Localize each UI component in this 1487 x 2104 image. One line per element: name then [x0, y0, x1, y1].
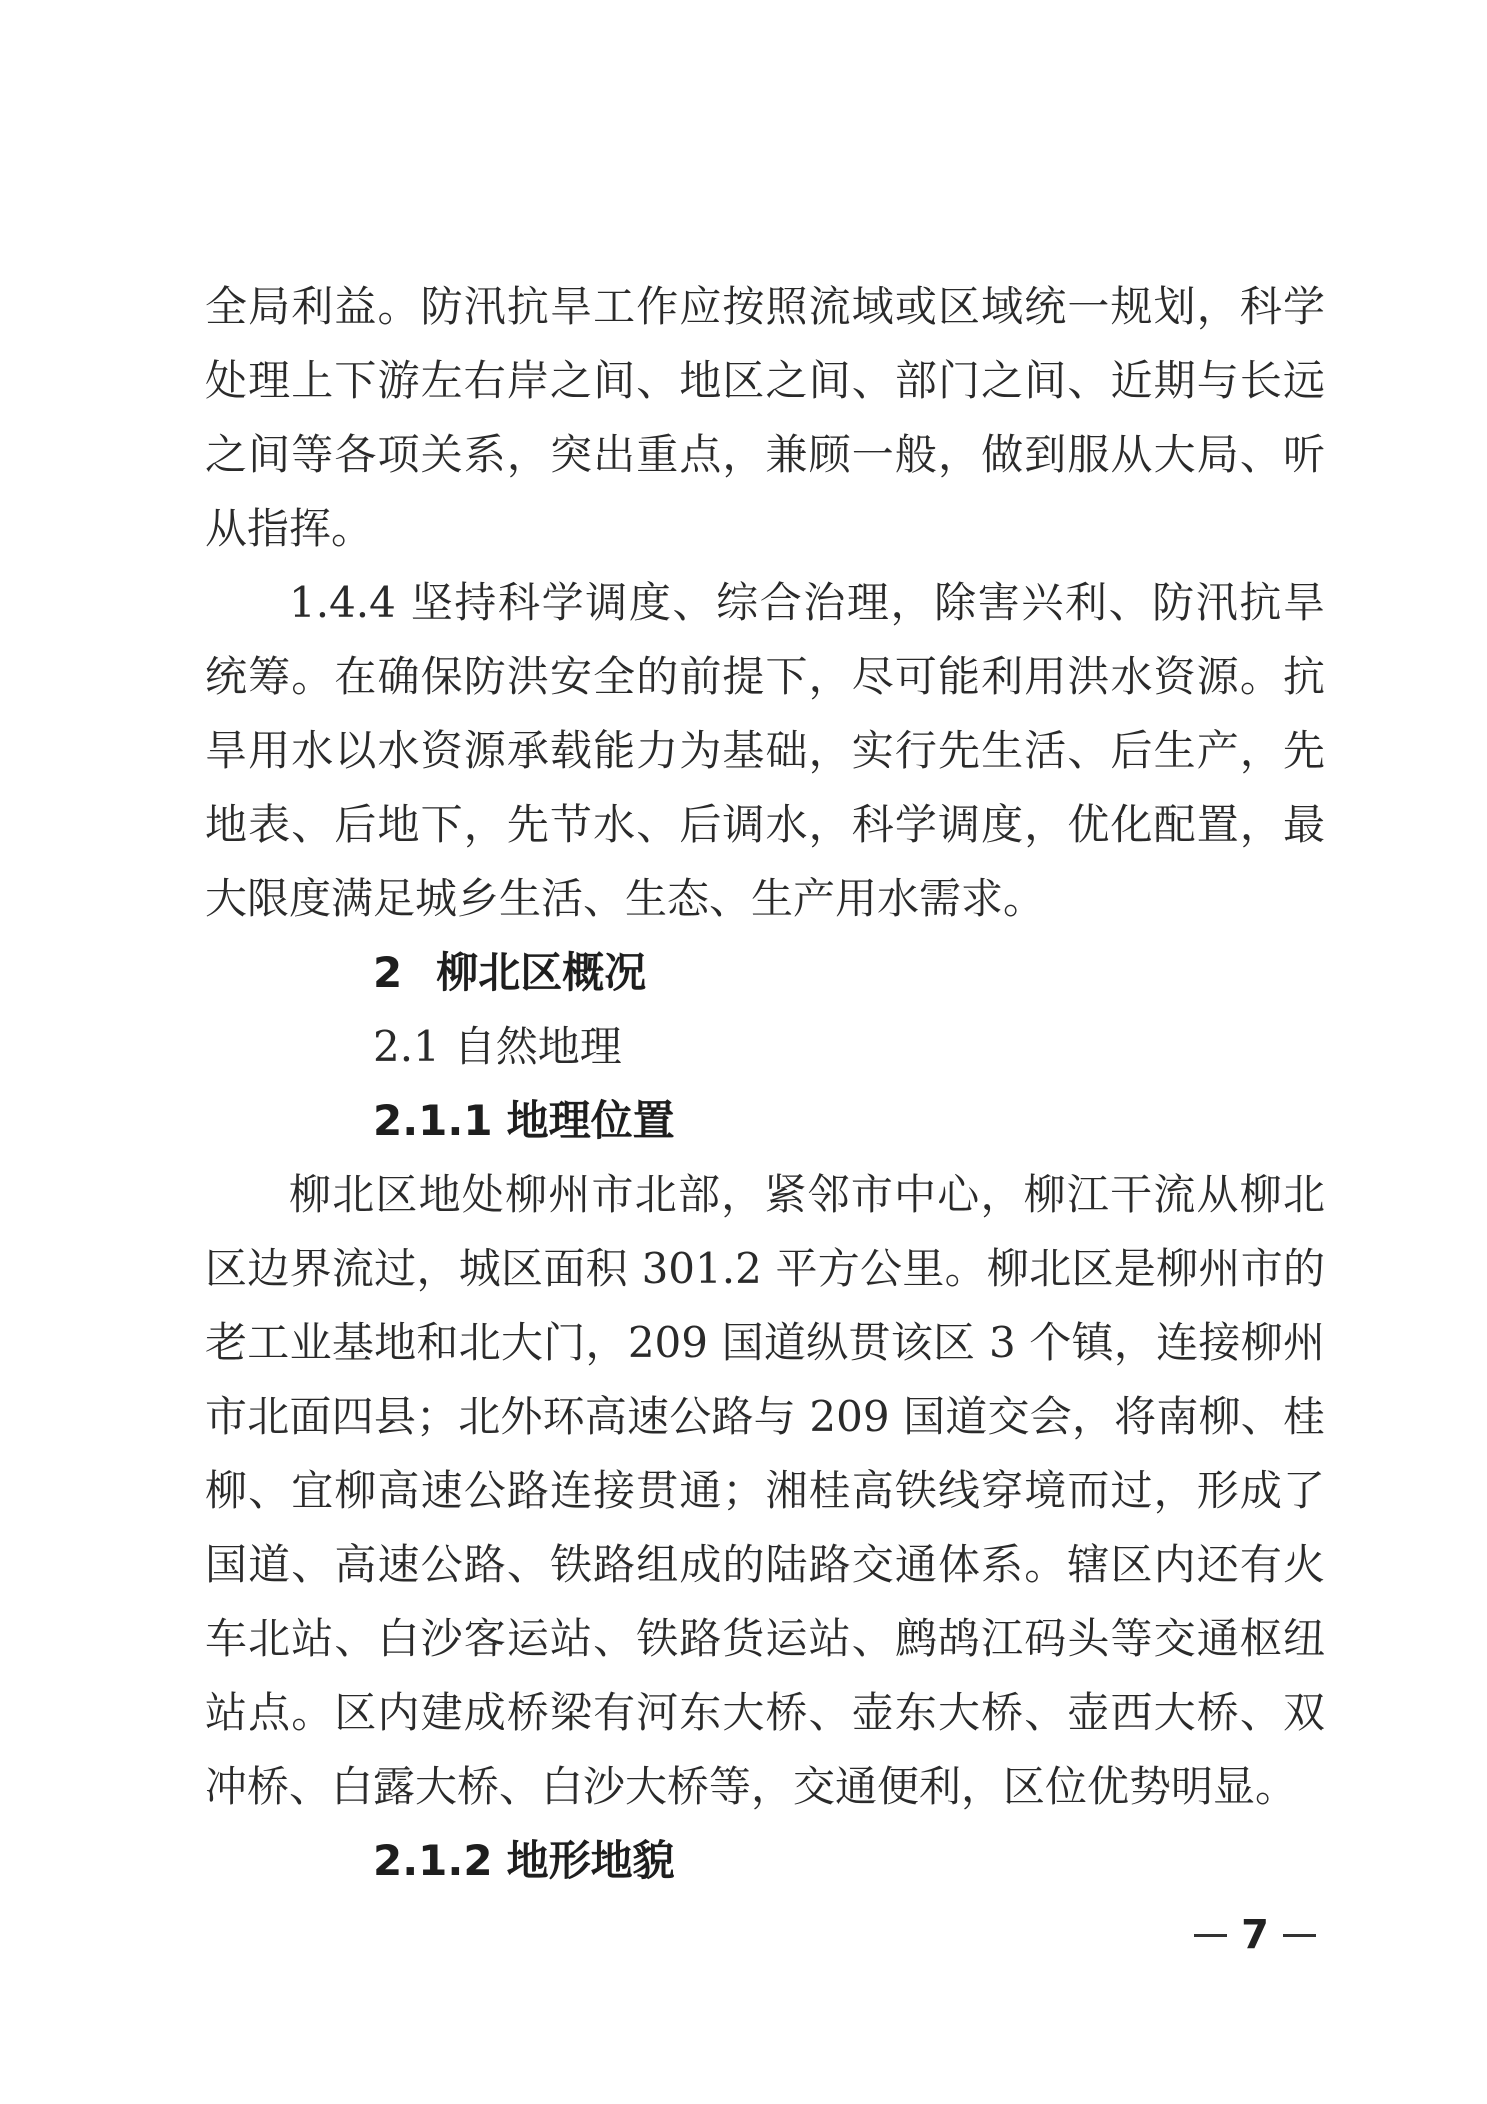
section-title: 柳北区概况	[436, 948, 647, 997]
section-heading-2-1-2	[205, 1824, 1325, 1898]
section-title: 自然地理	[453, 1022, 622, 1071]
section-heading-2	[205, 936, 1325, 1010]
footer-dash-left	[1194, 1934, 1227, 1937]
page-footer	[1180, 1905, 1330, 1965]
section-title: 地形地貌	[506, 1836, 675, 1885]
section-heading-2-1	[205, 1010, 1325, 1084]
section-number: 2.1.1	[373, 1096, 493, 1145]
section-number: 2	[373, 948, 403, 997]
section-title: 地理位置	[506, 1096, 675, 1145]
document-body	[205, 270, 1325, 1898]
paragraph-1-4-4: 1.4.4 坚持科学调度、综合治理，除害兴利、防汛抗旱统筹。在确保防洪安全的前提下，尽可能利用洪水资源。抗旱用水以水资源承载能力为基础，实行先生活、后生产，先地表、后地下，先节水、后调水，科学调度，优化配置，最大限度满足城乡生活、生态、生产用水需求。	[205, 578, 1325, 923]
paragraph-continuation: 全局利益。防汛抗旱工作应按照流域或区域统一规划，科学处理上下游左右岸之间、地区之间、部门之间、近期与长远之间等各项关系，突出重点，兼顾一般，做到服从大局、听从指挥。	[205, 282, 1325, 553]
section-heading-2-1-1	[205, 1084, 1325, 1158]
section-number: 2.1	[373, 1022, 440, 1071]
paragraph-geography: 柳北区地处柳州市北部，紧邻市中心，柳江干流从柳北区边界流过，城区面积 301.2 平方公里。柳北区是柳州市的老工业基地和北大门，209 国道纵贯该区 3 个镇，连接柳州市北面四县；北外环高速公路与 209 国道交会，将南柳、桂柳、宜柳高速公路连接贯通；湘桂高铁线穿境而过，形成了国道、高速公路、铁路组成的陆路交通体系。辖区内还有火车北站、白沙客运站、铁路货运站、鹧鸪江码头等交通枢纽站点。区内建成桥梁有河东大桥、壶东大桥、壶西大桥、双冲桥、白露大桥、白沙大桥等，交通便利，区位优势明显。	[205, 1170, 1325, 1811]
page-number: 7	[1241, 1912, 1269, 1958]
footer-dash-right	[1283, 1934, 1316, 1937]
section-number: 2.1.2	[373, 1836, 493, 1885]
